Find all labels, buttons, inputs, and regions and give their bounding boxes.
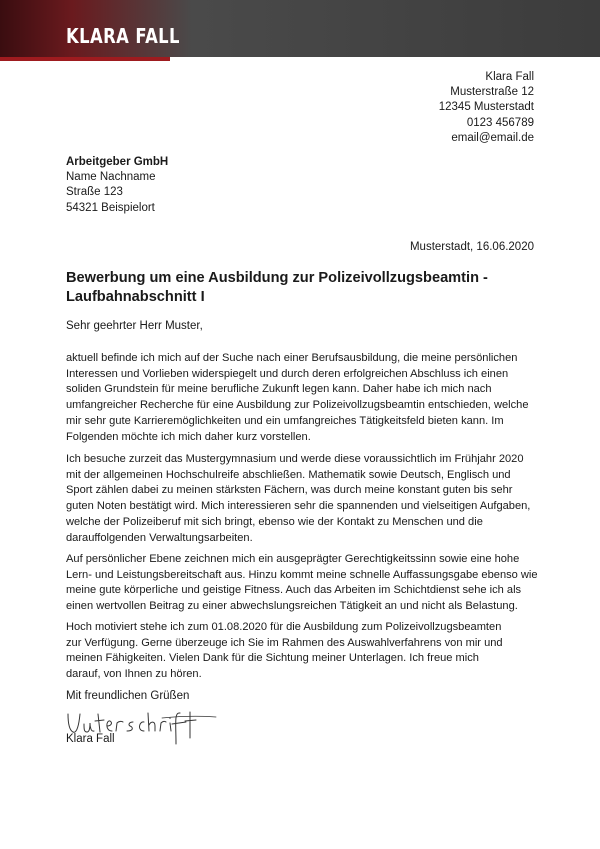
sender-email: email@email.de — [451, 131, 534, 144]
body-paragraph — [66, 552, 540, 615]
subject-line: Bewerbung um eine Ausbildung zur Polizeivollzugsbeamtin - — [66, 270, 488, 286]
body-line: umfangreicher Recherche für eine Ausbildung zur Polizeivollzugsbeamtin entschieden, welche — [66, 399, 529, 412]
recipient-contact: Name Nachname — [66, 171, 156, 184]
sender-phone: 0123 456789 — [466, 116, 534, 129]
salutation: Sehr geehrter Herr Muster, — [66, 320, 203, 332]
subject-line: Laufbahnabschnitt I — [66, 289, 205, 305]
body-line: zur Verfügung. Gerne überzeuge ich Sie im Rahmen des Auswahlverfahrens von mir und — [66, 636, 503, 649]
body-line: Sport zählen dabei zu meinen stärksten Fächern, was durch meine konstant guten bis sehr — [66, 484, 513, 497]
body-line: soliden Grundstein für meine berufliche Zukunft legen kann. Daher habe ich mich nach — [66, 383, 492, 396]
signer-name: Klara Fall — [66, 733, 115, 745]
sender-address — [439, 70, 534, 146]
sender-city: 12345 Musterstadt — [438, 101, 534, 114]
body-line: meinen Fähigkeiten. Vielen Dank für die Sichtung meiner Unterlagen. Ich freue mich — [66, 652, 479, 665]
body-line: Ich besuche zurzeit das Mustergymnasium und werde diese voraussichtlich im Frühjahr 2020 — [66, 453, 524, 465]
body-line: mit der allgemeinen Hochschulreife abschließen. Mathematik sowie Deutsch, Englisch und — [66, 468, 511, 481]
sender-street: Musterstraße 12 — [450, 86, 534, 99]
recipient-address — [66, 155, 168, 216]
body-line: mir sehr gute Karrieremöglichkeiten und ein umfangreiches Tätigkeitsfeld bieten kann. Im — [66, 414, 504, 427]
body-line: Hoch motiviert stehe ich zum 01.08.2020 für die Ausbildung zum Polizeivollzugsbeamten — [66, 621, 502, 633]
recipient-company: Arbeitgeber GmbH — [66, 156, 169, 168]
body-line: einen wertvollen Beitrag zu einer abwechslungsreichen Tätigkeit an und nicht als Belastung. — [66, 600, 518, 613]
body-line: Interessen und Vorlieben widerspiegelt und durch deren erfolgreichen Abschluss ich einen — [66, 367, 509, 380]
header-name: KLARA FALL — [66, 24, 180, 48]
body-paragraph — [66, 351, 540, 445]
recipient-street: Straße 123 — [66, 186, 123, 199]
body-line: aktuell befinde ich mich auf der Suche nach einer Berufsausbildung, die meine persönlichen — [66, 352, 518, 364]
body-line: guten Noten bestätigt wird. Mich interessieren sehr die spannenden und vielseitigen Aufgaben, — [66, 500, 531, 513]
header-accent-bar — [0, 57, 170, 61]
body-line: Folgenden möchte ich mich daher kurz vorstellen. — [66, 430, 311, 443]
letter-subject — [66, 269, 546, 307]
body-line: Auf persönlicher Ebene zeichnen mich ein ausgeprägter Gerechtigkeitssinn sowie eine hohe — [66, 553, 520, 565]
body-line: darauffolgenden Verwaltungsarbeiten. — [66, 531, 253, 544]
body-line: welche der Polizeiberuf mit sich bringt, ebenso wie der Kontakt zu Menschen und die — [66, 515, 483, 528]
recipient-city: 54321 Beispielort — [66, 201, 155, 214]
body-line: Lern- und Leistungsbereitschaft aus. Hinzu kommt meine schnelle Auffassungsgabe ebenso wie — [66, 568, 538, 581]
body-paragraph — [66, 620, 540, 683]
letter-date: Musterstadt, 16.06.2020 — [409, 241, 534, 253]
closing-phrase: Mit freundlichen Grüßen — [66, 690, 190, 702]
body-paragraph — [66, 452, 540, 546]
body-line: meine gute körperliche und geistige Fitness. Auch das Arbeiten im Schichtdienst sehe ich als — [66, 584, 522, 597]
sender-name: Klara Fall — [485, 71, 534, 83]
body-line: darauf, von Ihnen zu hören. — [66, 668, 202, 681]
